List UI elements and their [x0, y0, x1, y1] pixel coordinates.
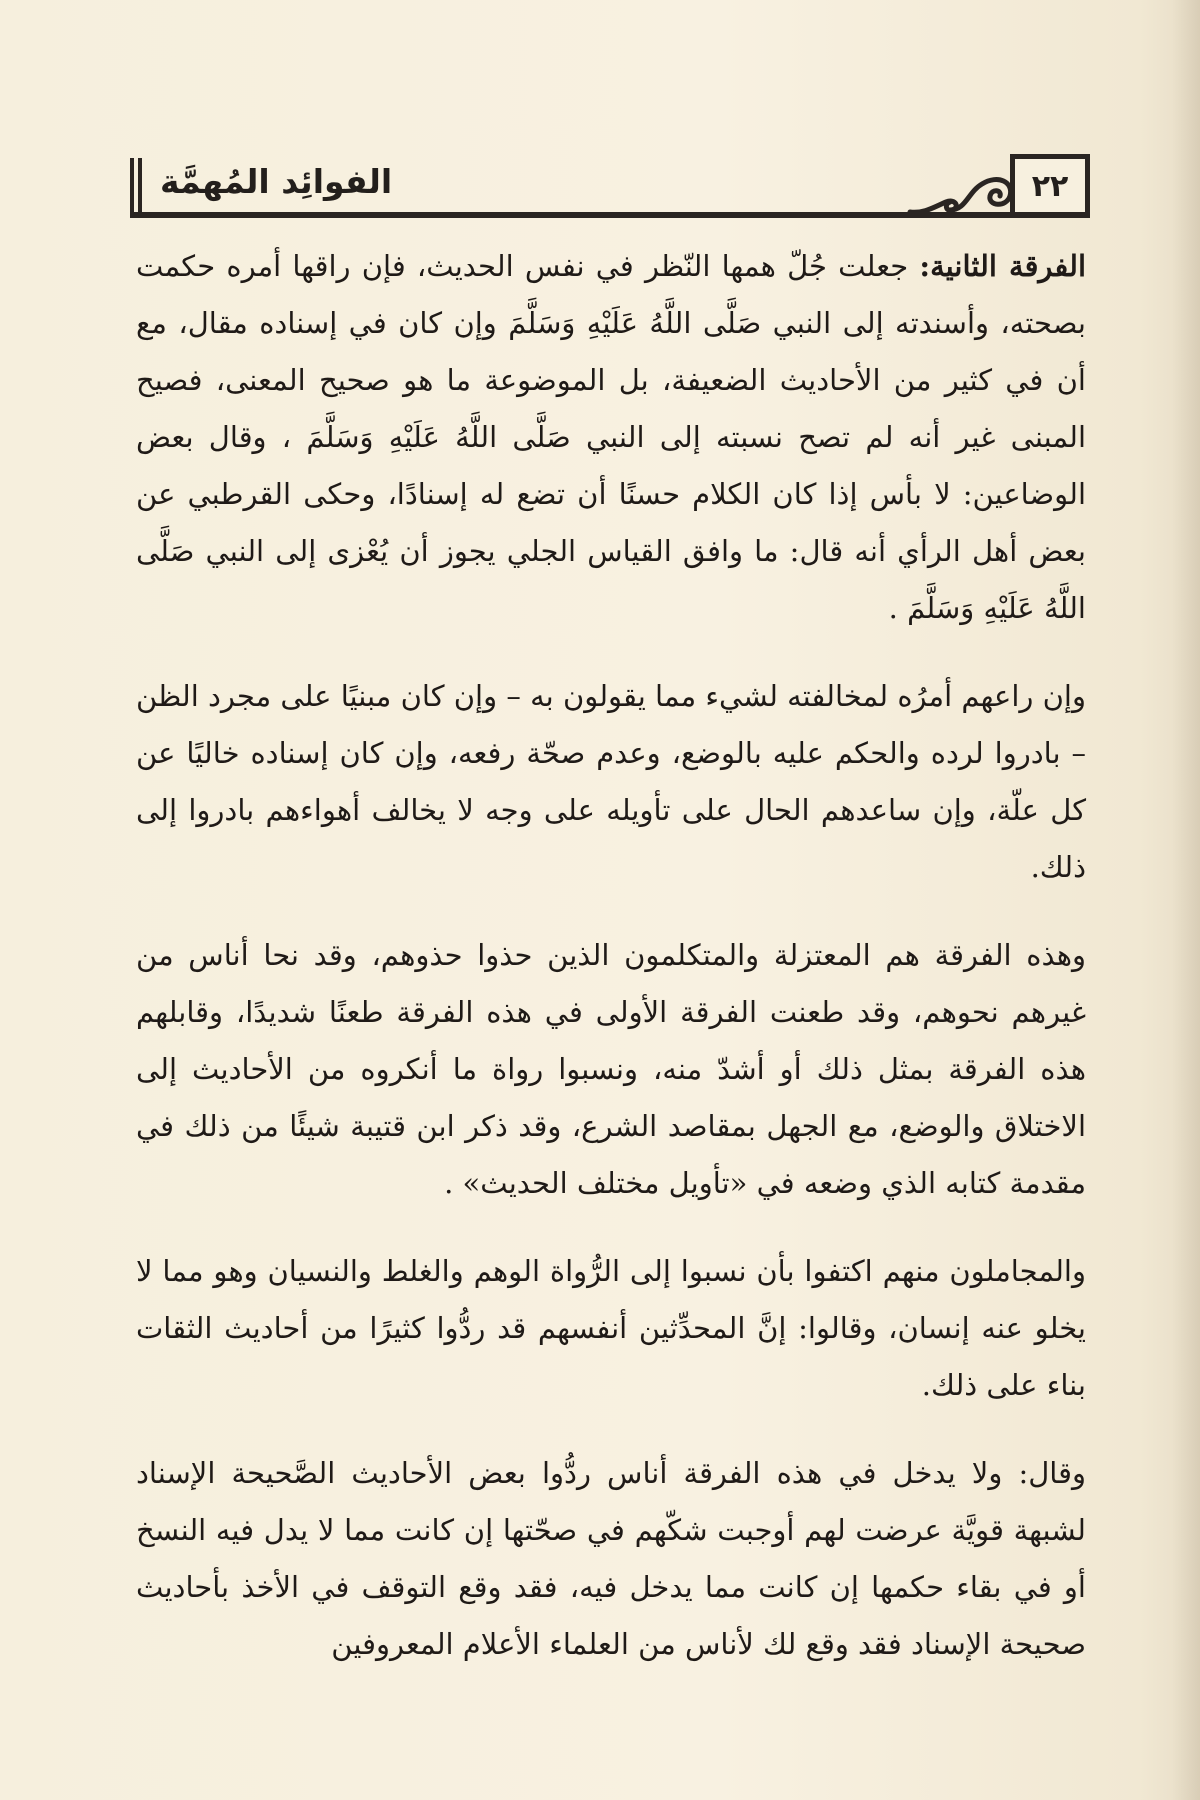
paragraph-text: جعلت جُلّ همها النّظر في نفس الحديث، فإن راقها أمره حكمت بصحته، وأسندته إلى النبي صَلَّى اللَّهُ عَلَيْهِ وَسَلَّمَ وإن كان في إسناده مقال، مع أن في كثير من الأحاديث الضعيفة، بل الموضوعة ما هو صحيح المعنى، فصيح المبنى غير أنه لم تصح نسبته إلى النبي صَلَّى اللَّهُ عَلَيْهِ وَسَلَّمَ ، وقال بعض الوضاعين: لا بأس إذا كان الكلام حسنًا أن تضع له إسنادًا، وحكى القرطبي عن بعض أهل الرأي أنه قال: ما وافق القياس الجلي يجوز أن يُعْزى إلى النبي صَلَّى اللَّهُ عَلَيْهِ وَسَلَّمَ . [136, 249, 1086, 625]
paragraph-2 [136, 668, 1086, 896]
paragraph-3 [136, 927, 1086, 1212]
double-bar-ornament [130, 158, 142, 218]
paragraph-4 [136, 1243, 1086, 1414]
paragraph-5 [136, 1445, 1086, 1673]
scroll-ornament-icon [906, 162, 1016, 218]
page-number: ٢٢ [1010, 154, 1090, 214]
lead-term: الفرقة الثانية: [919, 249, 1086, 283]
header-rule [130, 212, 1090, 218]
body-text [136, 238, 1086, 1704]
running-head [130, 150, 1090, 226]
paragraph-text: وهذه الفرقة هم المعتزلة والمتكلمون الذين حذوا حذوهم، وقد نحا أناس من غيرهم نحوهم، وقد طعنت الفرقة الأولى في هذه الفرقة طعنًا شديدًا، وقابلهم هذه الفرقة بمثل ذلك أو أشدّ منه، ونسبوا رواة ما أنكروه من الأحاديث إلى الاختلاق والوضع، مع الجهل بمقاصد الشرع، وقد ذكر ابن قتيبة شيئًا من ذلك في مقدمة كتابه الذي وضعه في «تأويل مختلف الحديث» . [136, 938, 1087, 1200]
book-title: الفوائِد المُهمَّة [160, 162, 393, 201]
paragraph-1 [136, 238, 1086, 637]
page-edge-shadow [1172, 0, 1200, 1800]
paragraph-text: وإن راعهم أمرُه لمخالفته لشيء مما يقولون به – وإن كان مبنيًا على مجرد الظن – بادروا لرده والحكم عليه بالوضع، وعدم صحّة رفعه، وإن كان إسناده خاليًا عن كل علّة، وإن ساعدهم الحال على تأويله على وجه لا يخالف أهواءهم بادروا إلى ذلك. [136, 679, 1086, 884]
paragraph-text: وقال: ولا يدخل في هذه الفرقة أناس ردُّوا بعض الأحاديث الصَّحيحة الإسناد لشبهة قويَّة عرضت لهم أوجبت شكّهم في صحّتها إن كانت مما لا يدل فيه النسخ أو في بقاء حكمها إن كانت مما يدخل فيه، فقد وقع التوقف في الأخذ بأحاديث صحيحة الإسناد فقد وقع لك لأناس من العلماء الأعلام المعروفين [136, 1456, 1086, 1661]
header-ornament [900, 150, 1090, 218]
paragraph-text: والمجاملون منهم اكتفوا بأن نسبوا إلى الرُّواة الوهم والغلط والنسيان وهو مما لا يخلو عنه إنسان، وقالوا: إنَّ المحدِّثين أنفسهم قد ردُّوا كثيرًا من أحاديث الثقات بناء على ذلك. [136, 1254, 1086, 1402]
